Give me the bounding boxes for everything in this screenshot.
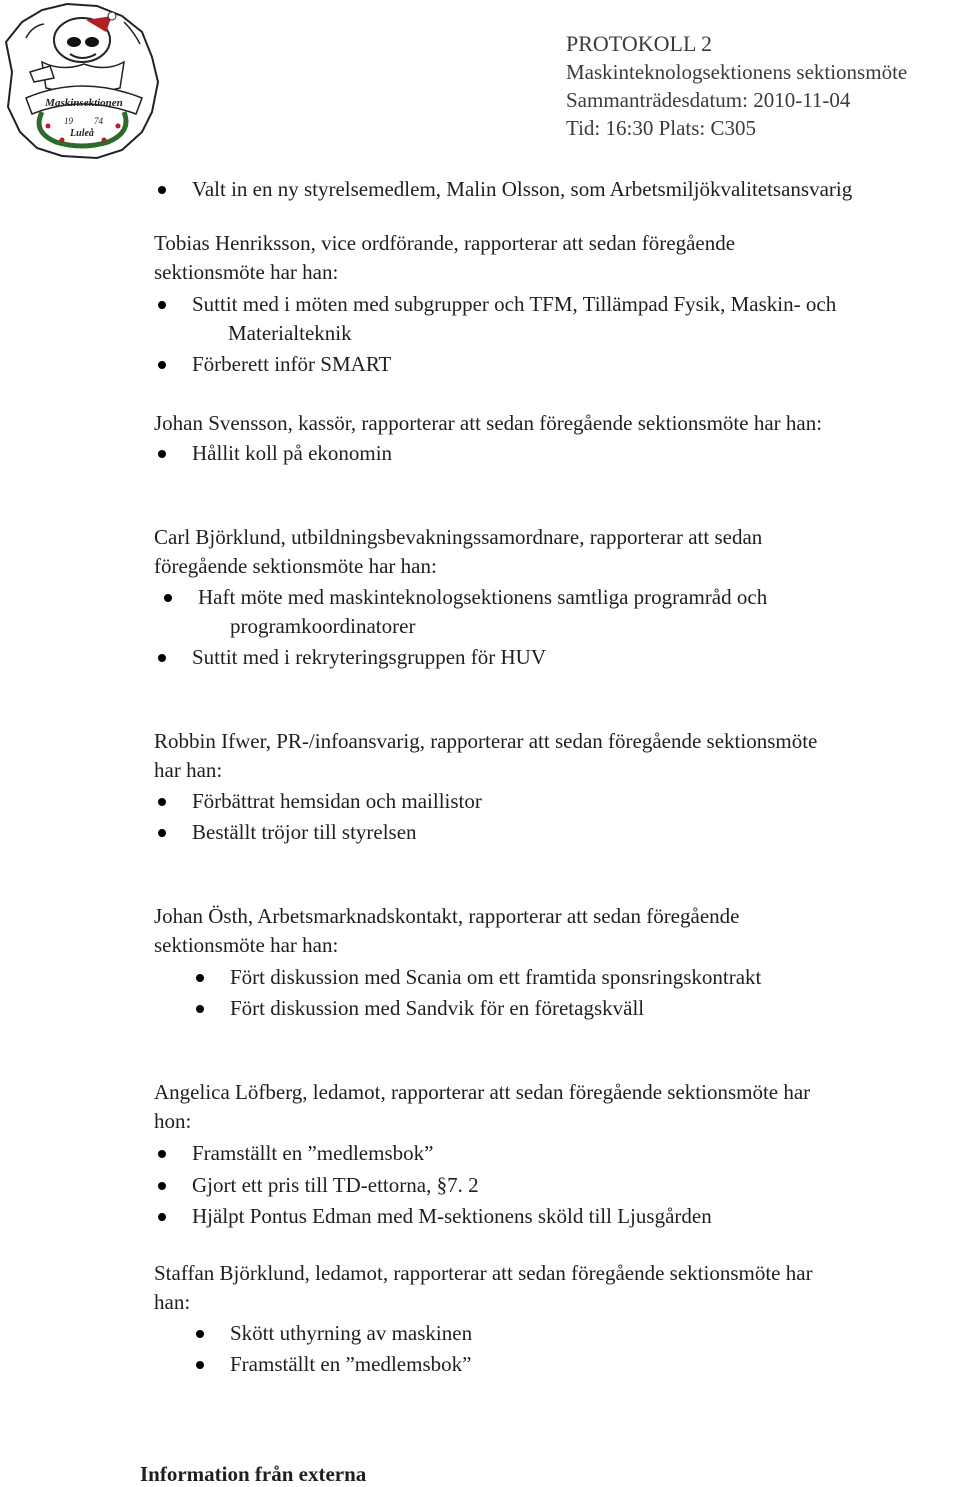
list-item: Suttit med i möten med subgrupper och TFM, Tillämpad Fysik, Maskin- och: [192, 290, 836, 319]
logo-text: Maskinsektionen: [45, 97, 123, 109]
list-item: Hjälpt Pontus Edman med M-sektionens sköld till Ljusgården: [192, 1202, 712, 1231]
svg-text:19: 19: [64, 116, 73, 126]
list-item-continuation: Materialteknik: [228, 321, 352, 345]
document-header: [566, 30, 907, 142]
list-item: Förberett inför SMART: [192, 350, 391, 379]
list-item: Beställt tröjor till styrelsen: [192, 818, 417, 847]
list-item: Valt in en ny styrelsemedlem, Malin Olsson, som Arbetsmiljökvalitetsansvarig: [192, 175, 852, 204]
meeting-date: Sammanträdesdatum: 2010-11-04: [566, 88, 851, 112]
report-intro: sektionsmöte har han:: [154, 260, 339, 284]
list-item: Framställt en ”medlemsbok”: [230, 1350, 471, 1379]
meeting-time-place: Tid: 16:30 Plats: C305: [566, 116, 757, 140]
svg-text:Luleå: Luleå: [70, 128, 94, 139]
list-item-continuation: programkoordinatorer: [230, 614, 416, 638]
maskinsektionen-logo: [2, 2, 164, 160]
report-intro: har han:: [154, 758, 223, 782]
report-intro: Angelica Löfberg, ledamot, rapporterar att sedan föregående sektionsmöte har: [154, 1080, 811, 1104]
svg-text:74: 74: [94, 116, 103, 126]
report-intro: föregående sektionsmöte har han:: [154, 554, 437, 578]
report-intro: Staffan Björklund, ledamot, rapporterar att sedan föregående sektionsmöte har: [154, 1261, 813, 1285]
report-intro: Tobias Henriksson, vice ordförande, rapporterar att sedan föregående: [154, 231, 736, 255]
report-intro: Robbin Ifwer, PR-/infoansvarig, rapporterar att sedan föregående sektionsmöte: [154, 729, 818, 753]
document-title: PROTOKOLL 2: [566, 31, 713, 56]
section-heading: Information från externa: [140, 1462, 367, 1486]
report-intro: Carl Björklund, utbildningsbevakningssamordnare, rapporterar att sedan: [154, 525, 763, 549]
list-item: Fört diskussion med Scania om ett framtida sponsringskontrakt: [230, 963, 761, 992]
report-intro: Johan Svensson, kassör, rapporterar att sedan föregående sektionsmöte har han:: [154, 411, 823, 435]
list-item: Haft möte med maskinteknologsektionens samtliga programråd och: [198, 583, 767, 612]
list-item: Skött uthyrning av maskinen: [230, 1319, 472, 1348]
list-item: Hållit koll på ekonomin: [192, 439, 392, 468]
report-intro: Johan Östh, Arbetsmarknadskontakt, rapporterar att sedan föregående: [154, 904, 740, 928]
document-subtitle: Maskinteknologsektionens sektionsmöte: [566, 60, 908, 84]
report-intro: sektionsmöte har han:: [154, 933, 339, 957]
list-item: Gjort ett pris till TD-ettorna, §7. 2: [192, 1171, 479, 1200]
list-item: Förbättrat hemsidan och maillistor: [192, 787, 482, 816]
report-intro: han:: [154, 1290, 191, 1314]
list-item: Fört diskussion med Sandvik för en företagskväll: [230, 994, 644, 1023]
list-item: Framställt en ”medlemsbok”: [192, 1139, 433, 1168]
report-intro: hon:: [154, 1109, 192, 1133]
list-item: Suttit med i rekryteringsgruppen för HUV: [192, 643, 546, 672]
